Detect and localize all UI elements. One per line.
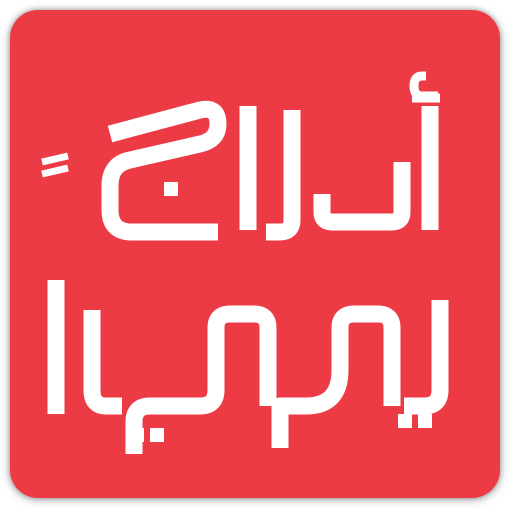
glyph-ya [404, 300, 440, 406]
title-line-1-glyphs [42, 76, 440, 232]
glyph-jeem-dot [164, 182, 178, 196]
glyph-ba [322, 162, 402, 222]
glyph-ya-dot-1 [398, 414, 412, 428]
title-line-2-glyphs [56, 280, 440, 454]
glyph-hamza [412, 76, 440, 98]
glyph-ya-dot-2 [418, 414, 432, 428]
glyph-ra [266, 110, 292, 232]
title-artwork [10, 10, 500, 498]
app-icon[interactable] [10, 10, 500, 498]
glyph-jeem [110, 109, 218, 232]
glyph-ya-2-dot-1 [130, 428, 144, 442]
glyph-tanween [42, 156, 68, 174]
glyph-ya-2 [92, 310, 122, 406]
glyph-ya-2-dot-2 [150, 428, 164, 442]
glyph-waw [280, 314, 392, 448]
